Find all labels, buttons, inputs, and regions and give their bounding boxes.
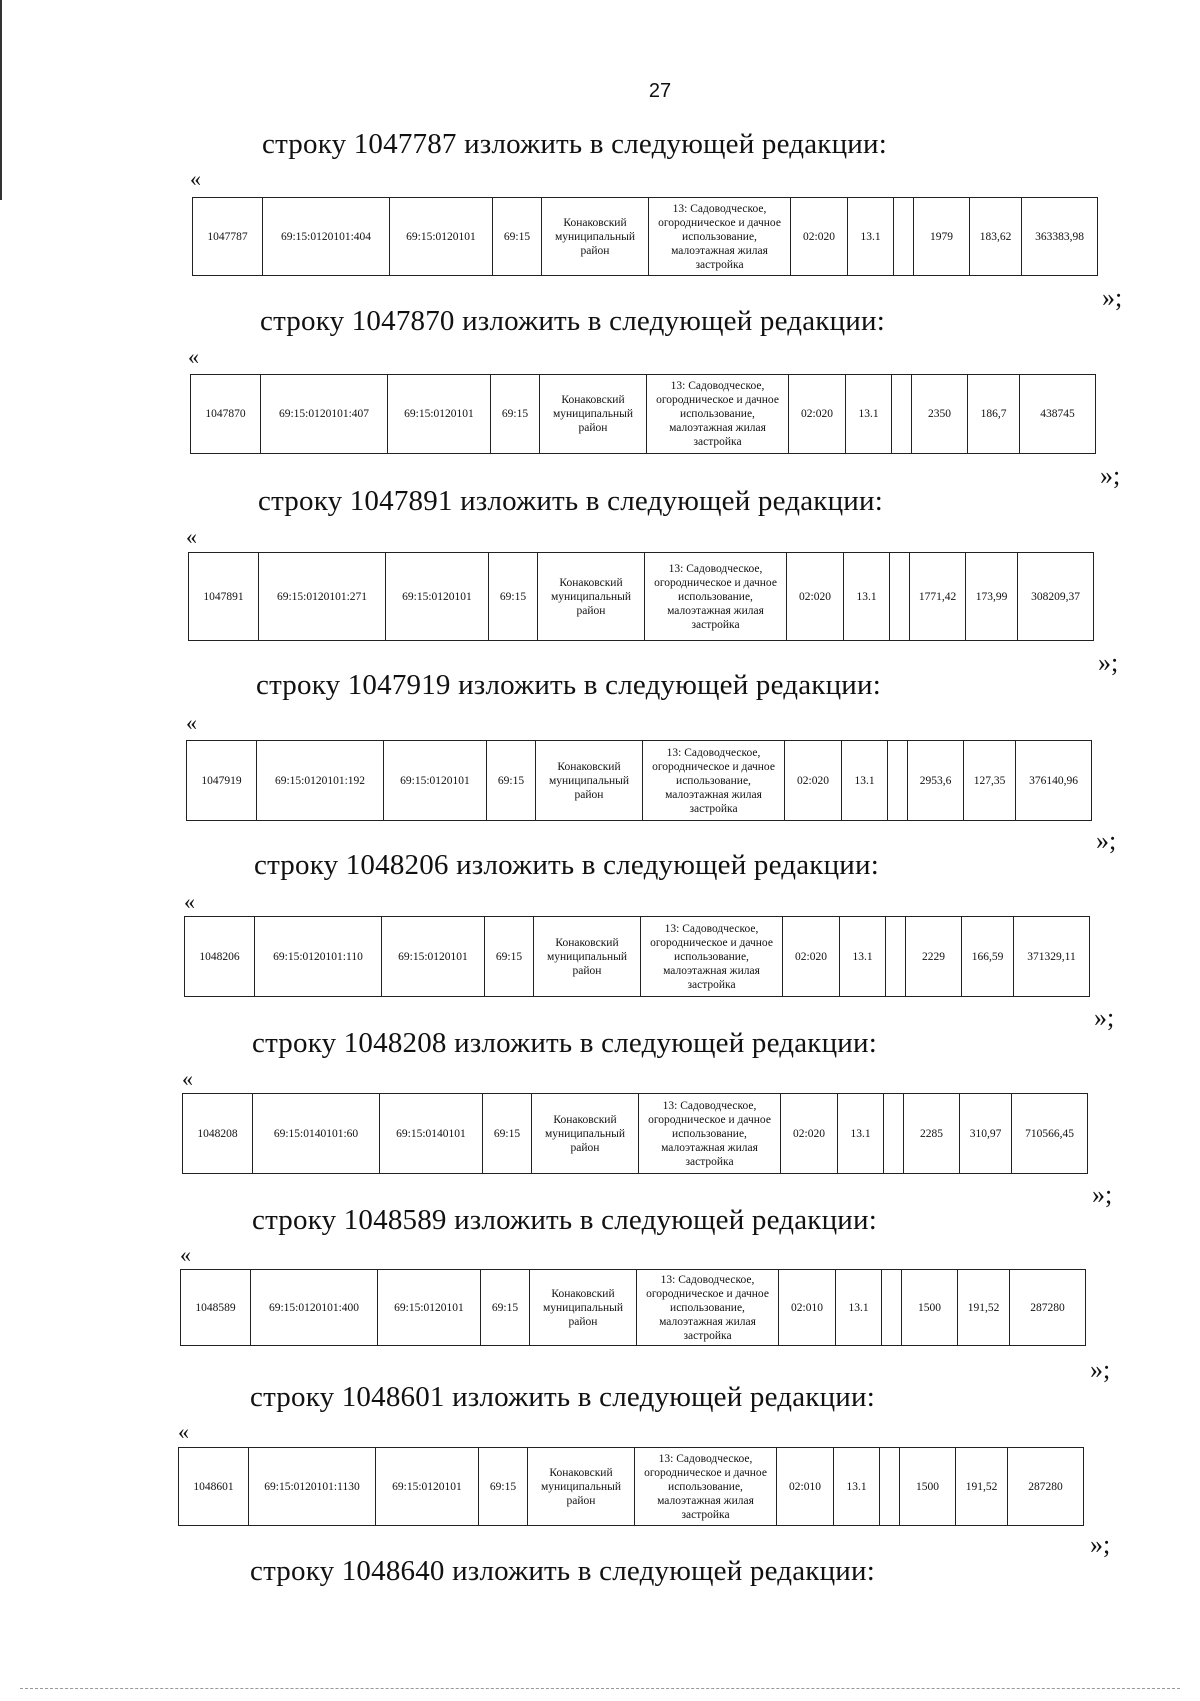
cell-specific-value: 166,59	[962, 917, 1014, 997]
open-quote: «	[180, 1242, 191, 1267]
cell-municipality: Конаковский муниципальный район	[538, 553, 645, 641]
cell-municipality: Конаковский муниципальный район	[530, 1270, 637, 1346]
cell-land-use-type: 13: Садоводческое, огородническое и дачное использование, малоэтажная жилая застройка	[649, 198, 791, 276]
cell-cadastral-quarter: 69:15:0140101	[380, 1094, 483, 1174]
cell-cadastral-number: 69:15:0120101:1130	[249, 1448, 376, 1526]
cell-specific-value: 127,35	[964, 741, 1016, 821]
cell-zone-code: 02:020	[781, 1094, 838, 1174]
amendment-heading: строку 1048601 изложить в следующей редакции:	[250, 1381, 875, 1413]
cell-empty-cell	[884, 1094, 904, 1174]
amendment-table	[188, 552, 1094, 641]
cell-municipality: Конаковский муниципальный район	[540, 375, 647, 454]
cell-empty-cell	[894, 198, 914, 276]
cell-area: 1771,42	[910, 553, 966, 641]
close-quote: »;	[1100, 461, 1121, 490]
table-row	[181, 1270, 1086, 1346]
cell-cadastral-number: 69:15:0120101:404	[263, 198, 390, 276]
cell-zone-code: 02:020	[787, 553, 844, 641]
cell-municipality: Конаковский муниципальный район	[542, 198, 649, 276]
cell-group-code: 13.1	[842, 741, 888, 821]
cell-group-code: 13.1	[844, 553, 890, 641]
cell-cadastral-district: 69:15	[479, 1448, 528, 1526]
cell-cadastral-quarter: 69:15:0120101	[388, 375, 491, 454]
cell-row-id: 1047891	[189, 553, 259, 641]
amendment-heading: строку 1047870 изложить в следующей редакции:	[260, 305, 885, 337]
amendment-heading: строку 1048208 изложить в следующей редакции:	[252, 1027, 877, 1059]
cell-land-use-type: 13: Садоводческое, огородническое и дачное использование, малоэтажная жилая застройка	[637, 1270, 779, 1346]
cell-row-id: 1048208	[183, 1094, 253, 1174]
cell-municipality: Конаковский муниципальный район	[536, 741, 643, 821]
cell-cadastral-district: 69:15	[491, 375, 540, 454]
cell-group-code: 13.1	[848, 198, 894, 276]
cell-area: 2229	[906, 917, 962, 997]
cell-land-use-type: 13: Садоводческое, огородническое и дачное использование, малоэтажная жилая застройка	[635, 1448, 777, 1526]
cell-cadastral-value: 710566,45	[1012, 1094, 1088, 1174]
cell-cadastral-value: 287280	[1008, 1448, 1084, 1526]
cell-cadastral-quarter: 69:15:0120101	[378, 1270, 481, 1346]
amendment-table	[180, 1269, 1086, 1346]
cell-cadastral-quarter: 69:15:0120101	[386, 553, 489, 641]
cell-zone-code: 02:020	[785, 741, 842, 821]
cell-specific-value: 173,99	[966, 553, 1018, 641]
cell-row-id: 1047870	[191, 375, 261, 454]
cell-municipality: Конаковский муниципальный район	[528, 1448, 635, 1526]
amendment-table	[184, 916, 1090, 997]
table-row	[187, 741, 1092, 821]
cell-cadastral-district: 69:15	[493, 198, 542, 276]
cell-cadastral-quarter: 69:15:0120101	[390, 198, 493, 276]
table-row	[183, 1094, 1088, 1174]
cell-cadastral-quarter: 69:15:0120101	[384, 741, 487, 821]
final-amendment-heading: строку 1048640 изложить в следующей редакции:	[250, 1555, 875, 1587]
open-quote: «	[178, 1419, 189, 1444]
cell-cadastral-value: 371329,11	[1014, 917, 1090, 997]
close-quote: »;	[1090, 1355, 1111, 1384]
cell-specific-value: 183,62	[970, 198, 1022, 276]
open-quote: «	[188, 344, 199, 369]
cell-cadastral-value: 438745	[1020, 375, 1096, 454]
cell-cadastral-value: 363383,98	[1022, 198, 1098, 276]
page-number: 27	[648, 80, 672, 102]
cell-cadastral-number: 69:15:0120101:110	[255, 917, 382, 997]
amendment-heading: строку 1047891 изложить в следующей редакции:	[258, 485, 883, 517]
cell-cadastral-district: 69:15	[489, 553, 538, 641]
cell-group-code: 13.1	[838, 1094, 884, 1174]
cell-area: 2350	[912, 375, 968, 454]
cell-area: 1979	[914, 198, 970, 276]
cell-cadastral-number: 69:15:0120101:271	[259, 553, 386, 641]
cell-cadastral-quarter: 69:15:0120101	[376, 1448, 479, 1526]
cell-area: 2285	[904, 1094, 960, 1174]
cell-cadastral-number: 69:15:0120101:407	[261, 375, 388, 454]
amendment-table	[182, 1093, 1088, 1174]
cell-zone-code: 02:010	[777, 1448, 834, 1526]
close-quote: »;	[1096, 826, 1117, 855]
table-row	[191, 375, 1096, 454]
cell-row-id: 1048589	[181, 1270, 251, 1346]
cell-empty-cell	[890, 553, 910, 641]
cell-area: 1500	[902, 1270, 958, 1346]
cell-group-code: 13.1	[836, 1270, 882, 1346]
cell-group-code: 13.1	[834, 1448, 880, 1526]
cell-zone-code: 02:020	[789, 375, 846, 454]
open-quote: «	[186, 710, 197, 735]
cell-land-use-type: 13: Садоводческое, огородническое и дачное использование, малоэтажная жилая застройка	[647, 375, 789, 454]
cell-row-id: 1048601	[179, 1448, 249, 1526]
cell-cadastral-value: 308209,37	[1018, 553, 1094, 641]
cell-empty-cell	[892, 375, 912, 454]
page-bottom-rule	[20, 1688, 1180, 1689]
amendment-table	[186, 740, 1092, 821]
cell-group-code: 13.1	[840, 917, 886, 997]
amendment-table	[178, 1447, 1084, 1526]
cell-zone-code: 02:020	[783, 917, 840, 997]
cell-cadastral-district: 69:15	[485, 917, 534, 997]
cell-municipality: Конаковский муниципальный район	[534, 917, 641, 997]
close-quote: »;	[1098, 648, 1119, 677]
close-quote: »;	[1092, 1180, 1113, 1209]
amendment-heading: строку 1048206 изложить в следующей редакции:	[254, 849, 879, 881]
cell-cadastral-number: 69:15:0140101:60	[253, 1094, 380, 1174]
open-quote: «	[184, 889, 195, 914]
table-row	[179, 1448, 1084, 1526]
cell-row-id: 1048206	[185, 917, 255, 997]
table-row	[185, 917, 1090, 997]
cell-cadastral-number: 69:15:0120101:400	[251, 1270, 378, 1346]
open-quote: «	[182, 1066, 193, 1091]
cell-zone-code: 02:020	[791, 198, 848, 276]
cell-specific-value: 186,7	[968, 375, 1020, 454]
cell-empty-cell	[888, 741, 908, 821]
amendment-heading: строку 1047919 изложить в следующей редакции:	[256, 669, 881, 701]
cell-cadastral-district: 69:15	[483, 1094, 532, 1174]
cell-cadastral-quarter: 69:15:0120101	[382, 917, 485, 997]
amendment-table	[192, 197, 1098, 276]
cell-municipality: Конаковский муниципальный район	[532, 1094, 639, 1174]
amendment-heading: строку 1048589 изложить в следующей редакции:	[252, 1204, 877, 1236]
cell-cadastral-district: 69:15	[487, 741, 536, 821]
cell-cadastral-value: 287280	[1010, 1270, 1086, 1346]
cell-group-code: 13.1	[846, 375, 892, 454]
cell-row-id: 1047787	[193, 198, 263, 276]
amendment-heading: строку 1047787 изложить в следующей редакции:	[262, 128, 887, 160]
cell-specific-value: 191,52	[958, 1270, 1010, 1346]
amendment-table	[190, 374, 1096, 454]
cell-specific-value: 191,52	[956, 1448, 1008, 1526]
cell-specific-value: 310,97	[960, 1094, 1012, 1174]
cell-area: 1500	[900, 1448, 956, 1526]
cell-cadastral-number: 69:15:0120101:192	[257, 741, 384, 821]
open-quote: «	[190, 166, 201, 191]
close-quote: »;	[1094, 1003, 1115, 1032]
table-row	[193, 198, 1098, 276]
cell-cadastral-district: 69:15	[481, 1270, 530, 1346]
open-quote: «	[186, 524, 197, 549]
cell-empty-cell	[886, 917, 906, 997]
cell-land-use-type: 13: Садоводческое, огородническое и дачное использование, малоэтажная жилая застройка	[639, 1094, 781, 1174]
cell-cadastral-value: 376140,96	[1016, 741, 1092, 821]
cell-empty-cell	[880, 1448, 900, 1526]
cell-zone-code: 02:010	[779, 1270, 836, 1346]
close-quote: »;	[1102, 283, 1123, 312]
table-row	[189, 553, 1094, 641]
close-quote: »;	[1090, 1530, 1111, 1559]
cell-land-use-type: 13: Садоводческое, огородническое и дачное использование, малоэтажная жилая застройка	[643, 741, 785, 821]
cell-area: 2953,6	[908, 741, 964, 821]
cell-land-use-type: 13: Садоводческое, огородническое и дачное использование, малоэтажная жилая застройка	[641, 917, 783, 997]
cell-empty-cell	[882, 1270, 902, 1346]
cell-land-use-type: 13: Садоводческое, огородническое и дачное использование, малоэтажная жилая застройка	[645, 553, 787, 641]
cell-row-id: 1047919	[187, 741, 257, 821]
